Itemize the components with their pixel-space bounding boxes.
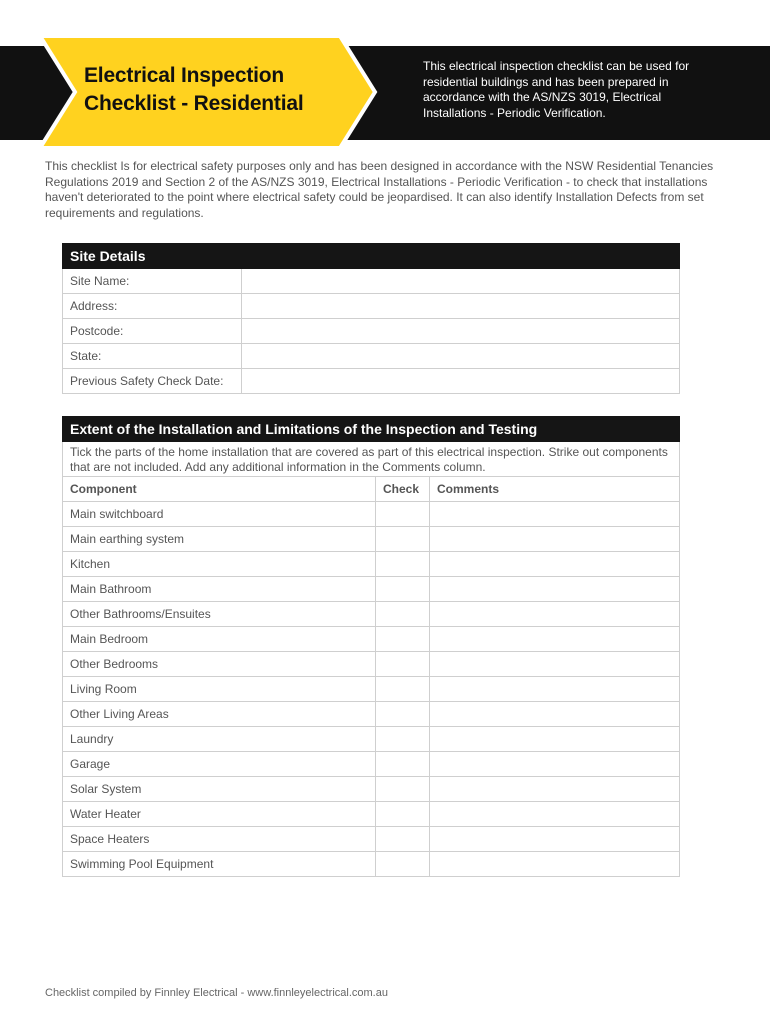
component-check-cell[interactable] <box>376 752 430 777</box>
component-name: Other Bedrooms <box>63 652 376 677</box>
component-check-cell[interactable] <box>376 577 430 602</box>
component-name: Main switchboard <box>63 502 376 527</box>
site-field-input[interactable] <box>242 294 680 319</box>
component-check-cell[interactable] <box>376 852 430 877</box>
component-name: Main earthing system <box>63 527 376 552</box>
component-comments-cell[interactable] <box>430 802 680 827</box>
component-row <box>63 602 680 627</box>
site-field-label: Postcode: <box>63 319 242 344</box>
component-row <box>63 752 680 777</box>
component-comments-cell[interactable] <box>430 502 680 527</box>
site-field-label: Previous Safety Check Date: <box>63 369 242 394</box>
component-comments-cell[interactable] <box>430 852 680 877</box>
extent-table <box>62 416 680 877</box>
component-name: Main Bedroom <box>63 627 376 652</box>
component-name: Garage <box>63 752 376 777</box>
column-header-component: Component <box>63 477 376 502</box>
component-comments-cell[interactable] <box>430 652 680 677</box>
extent-instructions: Tick the parts of the home installation that are covered as part of this electrical inspection. Strike out components that are not included. Add any additional information in the Comments column. <box>63 442 680 477</box>
component-row <box>63 502 680 527</box>
component-comments-cell[interactable] <box>430 827 680 852</box>
component-check-cell[interactable] <box>376 702 430 727</box>
site-field-row <box>63 319 680 344</box>
site-field-label: Site Name: <box>63 269 242 294</box>
component-name: Main Bathroom <box>63 577 376 602</box>
site-field-label: State: <box>63 344 242 369</box>
footer-credit: Checklist compiled by Finnley Electrical - www.finnleyelectrical.com.au <box>45 987 388 999</box>
site-field-row <box>63 294 680 319</box>
header-description: This electrical inspection checklist can be used for residential buildings and has been prepared in accordance with the AS/NZS 3019, Electrical Installations - Periodic Verification. <box>423 59 690 120</box>
component-comments-cell[interactable] <box>430 752 680 777</box>
site-field-input[interactable] <box>242 344 680 369</box>
component-comments-cell[interactable] <box>430 677 680 702</box>
component-name: Laundry <box>63 727 376 752</box>
column-header-comments: Comments <box>430 477 680 502</box>
component-check-cell[interactable] <box>376 802 430 827</box>
component-comments-cell[interactable] <box>430 527 680 552</box>
site-field-input[interactable] <box>242 269 680 294</box>
intro-paragraph: This checklist Is for electrical safety purposes only and has been designed in accordance with the NSW Residential Tenancies Regulations 2019 and Section 2 of the AS/NZS 3019, Electrical Installations - Periodic Verification - to check that installations haven't deteriorated to the point where electrical safety could be jeopardised. It can also identify Installation Defects from set requirements and regulations. <box>45 159 714 220</box>
component-check-cell[interactable] <box>376 677 430 702</box>
component-row <box>63 827 680 852</box>
site-field-input[interactable] <box>242 369 680 394</box>
component-comments-cell[interactable] <box>430 552 680 577</box>
component-comments-cell[interactable] <box>430 577 680 602</box>
site-details-heading: Site Details <box>63 244 680 269</box>
component-row <box>63 777 680 802</box>
component-row <box>63 527 680 552</box>
component-name: Solar System <box>63 777 376 802</box>
component-check-cell[interactable] <box>376 777 430 802</box>
component-check-cell[interactable] <box>376 502 430 527</box>
extent-heading: Extent of the Installation and Limitations of the Inspection and Testing <box>63 417 680 442</box>
component-check-cell[interactable] <box>376 602 430 627</box>
site-field-row <box>63 369 680 394</box>
site-field-input[interactable] <box>242 319 680 344</box>
component-check-cell[interactable] <box>376 627 430 652</box>
component-row <box>63 852 680 877</box>
component-row <box>63 727 680 752</box>
component-check-cell[interactable] <box>376 527 430 552</box>
component-row <box>63 802 680 827</box>
component-name: Water Heater <box>63 802 376 827</box>
component-comments-cell[interactable] <box>430 602 680 627</box>
site-field-row <box>63 344 680 369</box>
site-details-table <box>62 243 680 394</box>
component-row <box>63 652 680 677</box>
component-name: Kitchen <box>63 552 376 577</box>
component-comments-cell[interactable] <box>430 727 680 752</box>
component-comments-cell[interactable] <box>430 627 680 652</box>
component-check-cell[interactable] <box>376 552 430 577</box>
component-comments-cell[interactable] <box>430 777 680 802</box>
component-comments-cell[interactable] <box>430 702 680 727</box>
component-name: Swimming Pool Equipment <box>63 852 376 877</box>
component-row <box>63 702 680 727</box>
component-check-cell[interactable] <box>376 652 430 677</box>
component-row <box>63 627 680 652</box>
component-name: Space Heaters <box>63 827 376 852</box>
component-name: Living Room <box>63 677 376 702</box>
column-header-check: Check <box>376 477 430 502</box>
component-name: Other Bathrooms/Ensuites <box>63 602 376 627</box>
site-field-row <box>63 269 680 294</box>
component-name: Other Living Areas <box>63 702 376 727</box>
site-field-label: Address: <box>63 294 242 319</box>
component-row <box>63 577 680 602</box>
component-row <box>63 552 680 577</box>
component-row <box>63 677 680 702</box>
document-title: Electrical Inspection Checklist - Residential <box>84 64 304 115</box>
component-check-cell[interactable] <box>376 827 430 852</box>
component-check-cell[interactable] <box>376 727 430 752</box>
